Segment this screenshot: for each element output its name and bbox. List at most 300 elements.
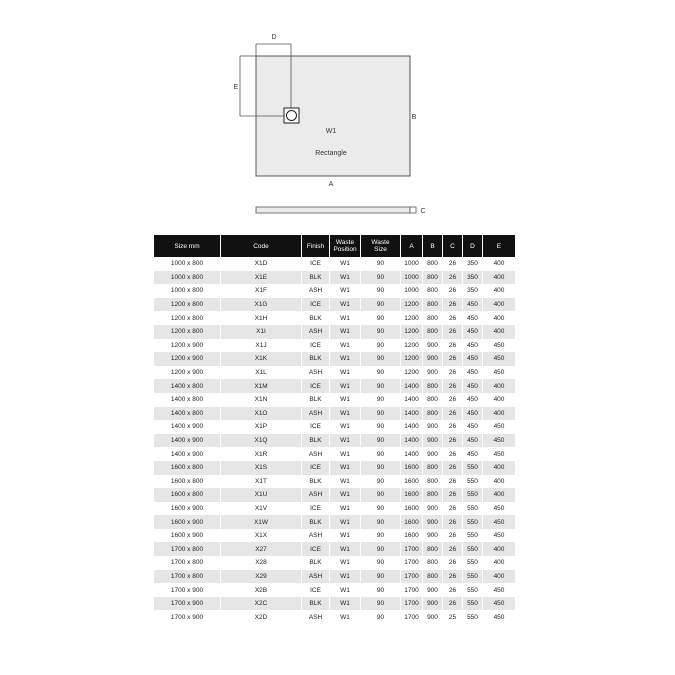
cell-waste-position: W1 (330, 556, 361, 570)
label-d: D (271, 34, 277, 41)
table-row (154, 502, 515, 516)
table-row (154, 529, 515, 543)
cell-waste-position: W1 (330, 298, 361, 312)
cell-waste-size: 90 (361, 434, 401, 448)
cell-finish: ASH (302, 488, 330, 502)
header-code: Code (221, 235, 302, 257)
cell-b: 800 (423, 393, 443, 407)
cell-c: 26 (443, 597, 463, 611)
cell-e: 400 (483, 407, 515, 421)
cell-b: 900 (423, 502, 443, 516)
cell-b: 800 (423, 570, 443, 584)
label-shape: Rectangle (315, 150, 347, 157)
header-a: A (401, 235, 423, 257)
cell-finish: ICE (302, 542, 330, 556)
label-a: A (328, 181, 334, 188)
cell-b: 900 (423, 529, 443, 543)
cell-waste-position: W1 (330, 325, 361, 339)
cell-d: 450 (463, 447, 483, 461)
cell-finish: BLK (302, 515, 330, 529)
cell-e: 450 (483, 447, 515, 461)
label-waste-position: W1 (325, 128, 337, 135)
cell-e: 400 (483, 325, 515, 339)
spec-table (154, 235, 515, 624)
cell-waste-position: W1 (330, 502, 361, 516)
cell-d: 350 (463, 284, 483, 298)
cell-a: 1200 (401, 352, 423, 366)
cell-waste-size: 90 (361, 366, 401, 380)
cell-e: 450 (483, 366, 515, 380)
cell-b: 900 (423, 366, 443, 380)
cell-waste-position: W1 (330, 434, 361, 448)
cell-waste-size: 90 (361, 339, 401, 353)
cell-e: 400 (483, 379, 515, 393)
cell-waste-size: 90 (361, 325, 401, 339)
cell-e: 450 (483, 352, 515, 366)
header-e: E (483, 235, 515, 257)
cell-d: 450 (463, 434, 483, 448)
cell-size: 1000 x 800 (154, 257, 221, 271)
cell-b: 900 (423, 515, 443, 529)
cell-e: 400 (483, 311, 515, 325)
cell-b: 800 (423, 542, 443, 556)
cell-a: 1400 (401, 407, 423, 421)
table-row (154, 271, 515, 285)
tray-side-profile (256, 207, 410, 213)
table-row (154, 393, 515, 407)
cell-d: 350 (463, 257, 483, 271)
cell-size: 1700 x 800 (154, 556, 221, 570)
table-row (154, 583, 515, 597)
header-b: B (423, 235, 443, 257)
cell-a: 1400 (401, 379, 423, 393)
cell-finish: ICE (302, 257, 330, 271)
cell-e: 400 (483, 271, 515, 285)
cell-waste-size: 90 (361, 393, 401, 407)
cell-waste-position: W1 (330, 597, 361, 611)
cell-code: X1U (221, 488, 302, 502)
cell-d: 450 (463, 366, 483, 380)
header-finish: Finish (302, 235, 330, 257)
cell-waste-position: W1 (330, 447, 361, 461)
cell-waste-position: W1 (330, 488, 361, 502)
cell-b: 900 (423, 447, 443, 461)
table-row (154, 447, 515, 461)
cell-a: 1700 (401, 597, 423, 611)
table-row (154, 475, 515, 489)
tray-side-edge (410, 207, 416, 213)
cell-size: 1600 x 800 (154, 475, 221, 489)
cell-e: 400 (483, 570, 515, 584)
cell-c: 26 (443, 556, 463, 570)
cell-code: X1S (221, 461, 302, 475)
cell-c: 26 (443, 570, 463, 584)
cell-finish: ICE (302, 420, 330, 434)
cell-code: X1J (221, 339, 302, 353)
cell-waste-position: W1 (330, 583, 361, 597)
cell-finish: ASH (302, 366, 330, 380)
cell-code: X2C (221, 597, 302, 611)
cell-waste-size: 90 (361, 352, 401, 366)
waste-outlet-circle (287, 111, 297, 121)
cell-code: X1L (221, 366, 302, 380)
cell-size: 1600 x 800 (154, 461, 221, 475)
table-body (154, 257, 515, 624)
table-row (154, 542, 515, 556)
cell-waste-size: 90 (361, 570, 401, 584)
cell-e: 450 (483, 420, 515, 434)
cell-waste-size: 90 (361, 447, 401, 461)
cell-waste-size: 90 (361, 529, 401, 543)
table-row (154, 434, 515, 448)
cell-d: 550 (463, 556, 483, 570)
cell-waste-position: W1 (330, 570, 361, 584)
cell-b: 800 (423, 556, 443, 570)
header-size: Size mm (154, 235, 221, 257)
header-c: C (443, 235, 463, 257)
cell-code: X1M (221, 379, 302, 393)
cell-c: 26 (443, 434, 463, 448)
cell-size: 1000 x 800 (154, 271, 221, 285)
cell-a: 1700 (401, 542, 423, 556)
cell-b: 800 (423, 461, 443, 475)
cell-e: 400 (483, 284, 515, 298)
cell-finish: BLK (302, 352, 330, 366)
cell-e: 450 (483, 597, 515, 611)
cell-c: 26 (443, 542, 463, 556)
cell-c: 26 (443, 461, 463, 475)
cell-waste-size: 90 (361, 461, 401, 475)
cell-size: 1400 x 900 (154, 447, 221, 461)
cell-a: 1000 (401, 257, 423, 271)
cell-a: 1600 (401, 529, 423, 543)
cell-size: 1200 x 900 (154, 339, 221, 353)
cell-d: 550 (463, 542, 483, 556)
cell-a: 1400 (401, 447, 423, 461)
cell-waste-size: 90 (361, 420, 401, 434)
cell-finish: ICE (302, 339, 330, 353)
cell-b: 800 (423, 257, 443, 271)
cell-size: 1700 x 800 (154, 570, 221, 584)
cell-c: 25 (443, 610, 463, 624)
cell-waste-size: 90 (361, 597, 401, 611)
cell-waste-position: W1 (330, 366, 361, 380)
table-row (154, 420, 515, 434)
cell-d: 550 (463, 597, 483, 611)
cell-code: X1Q (221, 434, 302, 448)
cell-d: 450 (463, 298, 483, 312)
tray-diagram (0, 0, 675, 225)
cell-waste-position: W1 (330, 352, 361, 366)
cell-waste-position: W1 (330, 379, 361, 393)
cell-waste-position: W1 (330, 407, 361, 421)
cell-finish: ICE (302, 502, 330, 516)
cell-size: 1400 x 800 (154, 393, 221, 407)
cell-code: X1K (221, 352, 302, 366)
cell-waste-position: W1 (330, 257, 361, 271)
cell-c: 26 (443, 529, 463, 543)
header-waste-size: Waste Size (361, 235, 401, 257)
cell-code: X1F (221, 284, 302, 298)
cell-c: 26 (443, 352, 463, 366)
cell-c: 26 (443, 271, 463, 285)
cell-a: 1600 (401, 461, 423, 475)
cell-a: 1600 (401, 502, 423, 516)
cell-c: 26 (443, 502, 463, 516)
cell-waste-position: W1 (330, 515, 361, 529)
cell-d: 450 (463, 311, 483, 325)
cell-waste-position: W1 (330, 461, 361, 475)
cell-c: 26 (443, 339, 463, 353)
cell-finish: BLK (302, 556, 330, 570)
cell-c: 26 (443, 325, 463, 339)
cell-b: 800 (423, 298, 443, 312)
cell-b: 800 (423, 475, 443, 489)
cell-finish: ICE (302, 583, 330, 597)
cell-waste-position: W1 (330, 542, 361, 556)
cell-waste-size: 90 (361, 502, 401, 516)
cell-waste-size: 90 (361, 610, 401, 624)
cell-waste-size: 90 (361, 475, 401, 489)
cell-d: 550 (463, 475, 483, 489)
cell-waste-position: W1 (330, 271, 361, 285)
table-row (154, 570, 515, 584)
cell-waste-position: W1 (330, 475, 361, 489)
cell-size: 1200 x 800 (154, 311, 221, 325)
cell-b: 900 (423, 434, 443, 448)
cell-code: X1T (221, 475, 302, 489)
cell-size: 1600 x 800 (154, 488, 221, 502)
cell-size: 1200 x 800 (154, 325, 221, 339)
cell-finish: ICE (302, 379, 330, 393)
cell-a: 1200 (401, 325, 423, 339)
cell-c: 26 (443, 420, 463, 434)
cell-finish: ASH (302, 447, 330, 461)
cell-code: X1G (221, 298, 302, 312)
cell-waste-size: 90 (361, 298, 401, 312)
cell-size: 1400 x 800 (154, 379, 221, 393)
cell-waste-position: W1 (330, 339, 361, 353)
label-b: B (411, 114, 417, 121)
label-e: E (233, 84, 239, 91)
table-row (154, 597, 515, 611)
cell-c: 26 (443, 515, 463, 529)
cell-a: 1200 (401, 311, 423, 325)
header-waste-position: Waste Position (330, 235, 361, 257)
cell-code: X1I (221, 325, 302, 339)
cell-c: 26 (443, 379, 463, 393)
cell-waste-size: 90 (361, 257, 401, 271)
cell-c: 26 (443, 407, 463, 421)
cell-e: 450 (483, 610, 515, 624)
cell-finish: ASH (302, 325, 330, 339)
table-row (154, 610, 515, 624)
table-row (154, 352, 515, 366)
cell-code: X1V (221, 502, 302, 516)
cell-e: 400 (483, 475, 515, 489)
cell-finish: BLK (302, 393, 330, 407)
cell-a: 1200 (401, 298, 423, 312)
cell-b: 800 (423, 407, 443, 421)
cell-a: 1000 (401, 271, 423, 285)
cell-size: 1200 x 800 (154, 298, 221, 312)
cell-b: 800 (423, 488, 443, 502)
table-row (154, 257, 515, 271)
table-row (154, 488, 515, 502)
cell-b: 900 (423, 352, 443, 366)
cell-size: 1700 x 900 (154, 597, 221, 611)
cell-waste-size: 90 (361, 284, 401, 298)
cell-c: 26 (443, 311, 463, 325)
cell-code: X1O (221, 407, 302, 421)
cell-code: X1R (221, 447, 302, 461)
cell-b: 900 (423, 610, 443, 624)
cell-e: 400 (483, 488, 515, 502)
cell-size: 1000 x 800 (154, 284, 221, 298)
cell-c: 26 (443, 366, 463, 380)
cell-e: 450 (483, 502, 515, 516)
cell-finish: ASH (302, 570, 330, 584)
cell-b: 900 (423, 583, 443, 597)
cell-code: X29 (221, 570, 302, 584)
cell-a: 1700 (401, 583, 423, 597)
cell-code: X1N (221, 393, 302, 407)
cell-d: 450 (463, 393, 483, 407)
cell-waste-position: W1 (330, 610, 361, 624)
cell-code: X2B (221, 583, 302, 597)
cell-a: 1600 (401, 515, 423, 529)
cell-finish: ASH (302, 610, 330, 624)
cell-code: X1D (221, 257, 302, 271)
cell-b: 900 (423, 597, 443, 611)
cell-a: 1700 (401, 610, 423, 624)
header-d: D (463, 235, 483, 257)
cell-waste-size: 90 (361, 515, 401, 529)
cell-b: 800 (423, 271, 443, 285)
cell-waste-size: 90 (361, 271, 401, 285)
table-row (154, 556, 515, 570)
table-row (154, 311, 515, 325)
cell-a: 1700 (401, 570, 423, 584)
cell-size: 1200 x 900 (154, 352, 221, 366)
cell-c: 26 (443, 475, 463, 489)
table-row (154, 515, 515, 529)
cell-c: 26 (443, 583, 463, 597)
cell-c: 26 (443, 393, 463, 407)
table-row (154, 284, 515, 298)
cell-size: 1700 x 800 (154, 542, 221, 556)
label-c: C (420, 208, 426, 215)
cell-waste-size: 90 (361, 407, 401, 421)
cell-code: X1X (221, 529, 302, 543)
cell-a: 1400 (401, 420, 423, 434)
table-row (154, 298, 515, 312)
table-row (154, 366, 515, 380)
cell-d: 550 (463, 583, 483, 597)
cell-waste-position: W1 (330, 420, 361, 434)
cell-d: 450 (463, 325, 483, 339)
cell-d: 550 (463, 502, 483, 516)
table-header-row (154, 235, 515, 257)
cell-d: 550 (463, 570, 483, 584)
cell-e: 400 (483, 298, 515, 312)
cell-size: 1600 x 900 (154, 515, 221, 529)
cell-a: 1000 (401, 284, 423, 298)
cell-a: 1700 (401, 556, 423, 570)
cell-finish: ICE (302, 298, 330, 312)
cell-size: 1600 x 900 (154, 529, 221, 543)
cell-c: 26 (443, 257, 463, 271)
cell-waste-size: 90 (361, 556, 401, 570)
cell-d: 550 (463, 515, 483, 529)
cell-b: 800 (423, 284, 443, 298)
cell-finish: ASH (302, 407, 330, 421)
cell-d: 450 (463, 407, 483, 421)
cell-code: X28 (221, 556, 302, 570)
cell-e: 450 (483, 434, 515, 448)
cell-e: 450 (483, 339, 515, 353)
cell-e: 400 (483, 257, 515, 271)
table-row (154, 379, 515, 393)
table-row (154, 339, 515, 353)
cell-code: X1H (221, 311, 302, 325)
cell-waste-position: W1 (330, 529, 361, 543)
cell-d: 550 (463, 610, 483, 624)
cell-b: 800 (423, 379, 443, 393)
cell-size: 1400 x 900 (154, 434, 221, 448)
cell-code: X1E (221, 271, 302, 285)
cell-c: 26 (443, 447, 463, 461)
table-row (154, 407, 515, 421)
cell-b: 800 (423, 311, 443, 325)
cell-a: 1200 (401, 366, 423, 380)
table-row (154, 325, 515, 339)
cell-b: 800 (423, 325, 443, 339)
cell-size: 1600 x 900 (154, 502, 221, 516)
cell-e: 400 (483, 461, 515, 475)
cell-waste-size: 90 (361, 379, 401, 393)
cell-e: 450 (483, 583, 515, 597)
cell-code: X27 (221, 542, 302, 556)
cell-e: 400 (483, 556, 515, 570)
cell-a: 1600 (401, 475, 423, 489)
cell-e: 400 (483, 542, 515, 556)
cell-finish: BLK (302, 434, 330, 448)
cell-size: 1200 x 900 (154, 366, 221, 380)
cell-waste-size: 90 (361, 583, 401, 597)
cell-finish: BLK (302, 271, 330, 285)
table-row (154, 461, 515, 475)
cell-b: 900 (423, 420, 443, 434)
cell-a: 1200 (401, 339, 423, 353)
cell-finish: ASH (302, 284, 330, 298)
cell-waste-position: W1 (330, 393, 361, 407)
cell-finish: ICE (302, 461, 330, 475)
cell-a: 1600 (401, 488, 423, 502)
cell-d: 450 (463, 352, 483, 366)
cell-d: 550 (463, 529, 483, 543)
cell-waste-size: 90 (361, 488, 401, 502)
cell-d: 550 (463, 488, 483, 502)
cell-finish: BLK (302, 597, 330, 611)
cell-d: 450 (463, 339, 483, 353)
cell-code: X1P (221, 420, 302, 434)
cell-size: 1400 x 800 (154, 407, 221, 421)
cell-waste-size: 90 (361, 311, 401, 325)
cell-size: 1700 x 900 (154, 583, 221, 597)
cell-b: 900 (423, 339, 443, 353)
cell-waste-position: W1 (330, 311, 361, 325)
